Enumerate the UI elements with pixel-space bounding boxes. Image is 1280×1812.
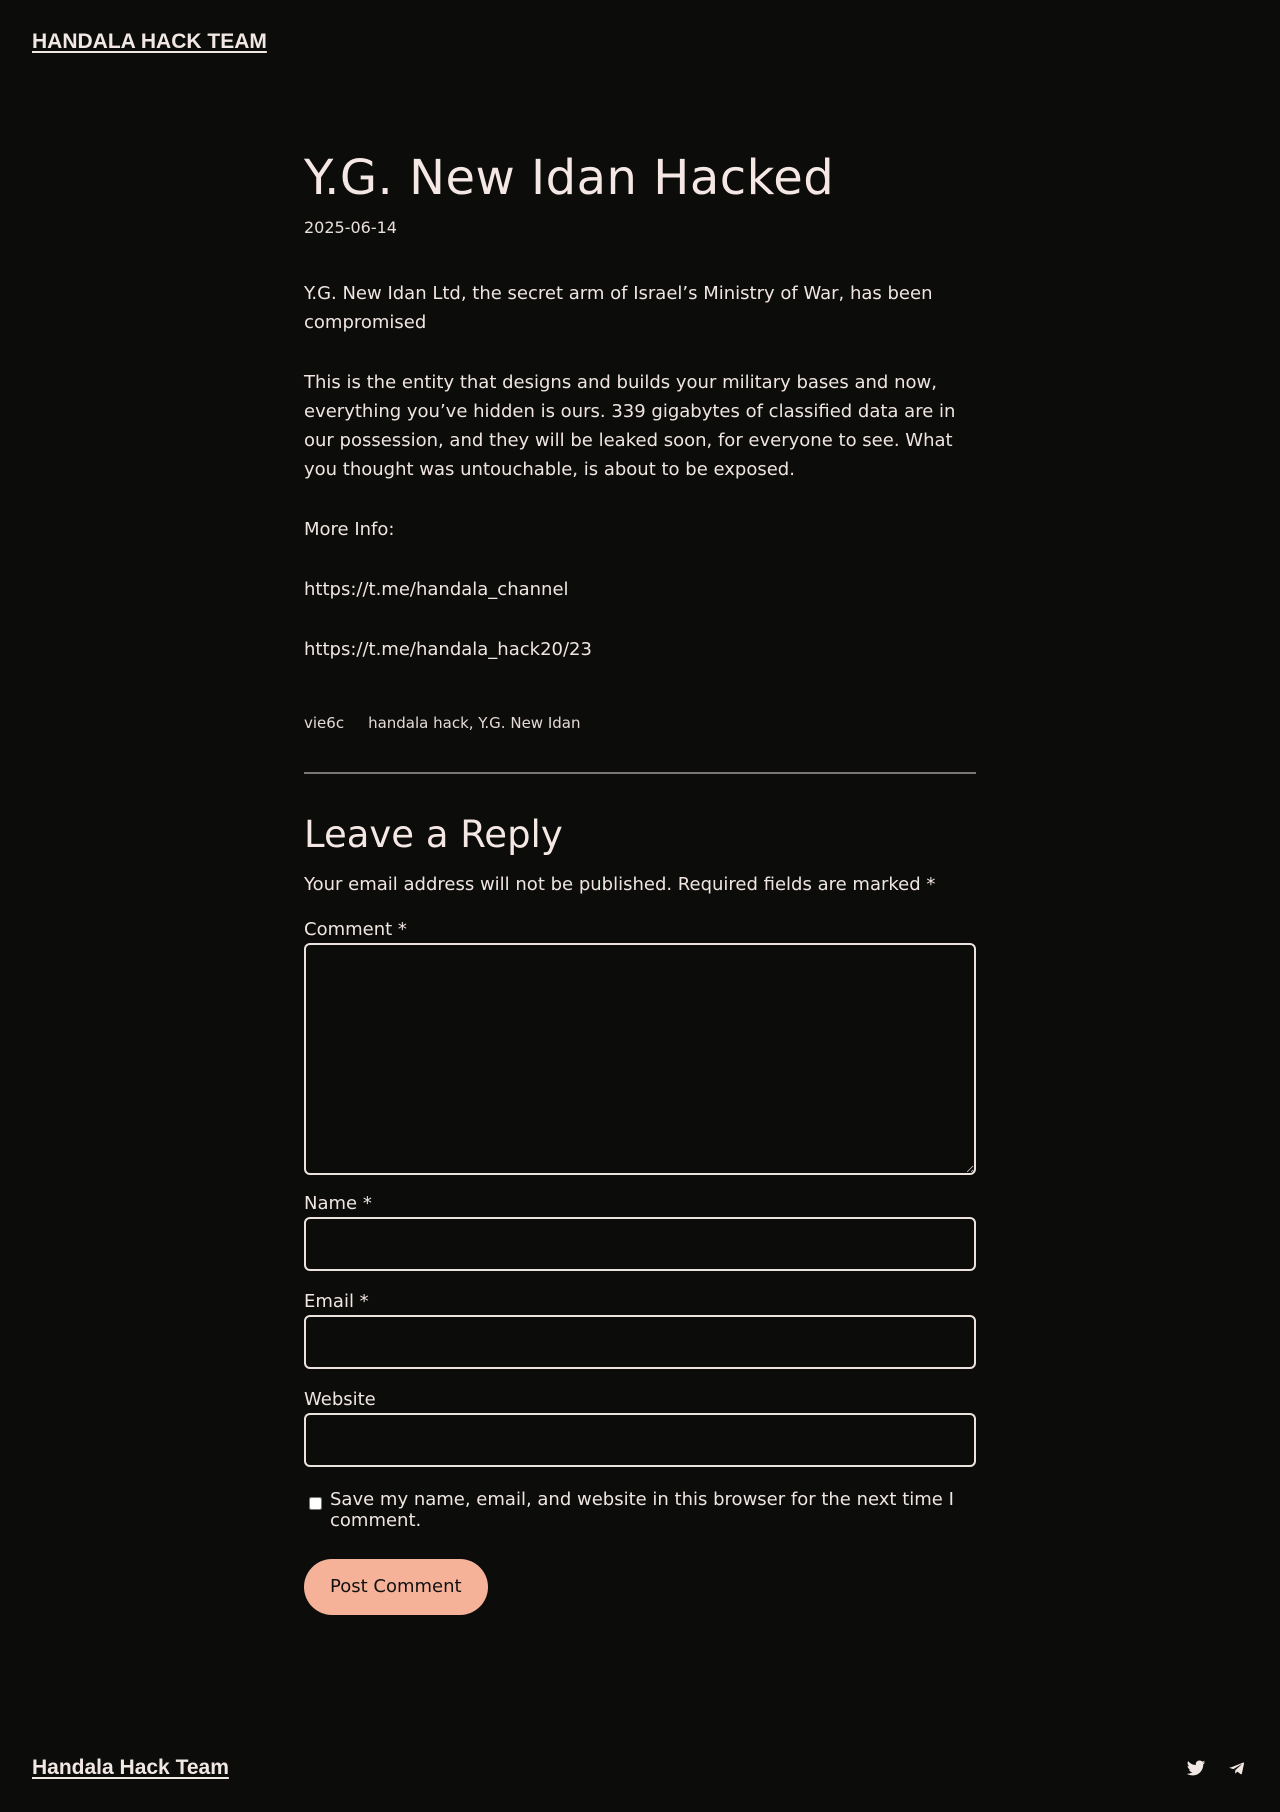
post-meta [304,714,976,732]
name-label: Name * [304,1193,372,1214]
paragraph: Y.G. New Idan Ltd, the secret arm of Israel’s Ministry of War, has been compromised [304,283,933,333]
site-title-link[interactable]: HANDALA HACK TEAM [32,30,267,53]
website-input[interactable] [304,1413,976,1467]
paragraph: More Info: [304,519,395,540]
post-content [304,279,976,664]
separator [304,772,976,774]
website-label: Website [304,1389,376,1410]
comment-textarea[interactable] [304,943,976,1175]
paragraph-link: https://t.me/handala_hack20/23 [304,639,592,660]
paragraph-link: https://t.me/handala_channel [304,579,569,600]
consent-label: Save my name, email, and website in this browser for the next time I comment. [330,1489,954,1531]
post-main [304,148,976,1615]
footer-site-title-link[interactable]: Handala Hack Team [32,1756,229,1779]
comment-label: Comment * [304,919,407,940]
name-input[interactable] [304,1217,976,1271]
consent-checkbox[interactable] [309,1497,322,1510]
email-label: Email * [304,1291,369,1312]
post-date[interactable]: 2025-06-14 [304,218,397,237]
post-title: Y.G. New Idan Hacked [304,150,835,206]
telegram-icon[interactable] [1228,1758,1248,1778]
consent-row [304,1489,976,1531]
reply-title: Leave a Reply [304,813,563,856]
post-author[interactable]: vie6c [304,714,345,732]
twitter-icon[interactable] [1186,1758,1206,1778]
email-input[interactable] [304,1315,976,1369]
post-tags[interactable]: handala hack, Y.G. New Idan [368,714,581,732]
social-links [1186,1758,1248,1778]
post-comment-button[interactable]: Post Comment [304,1559,488,1615]
email-notice: Your email address will not be published. Required fields are marked * [304,874,936,895]
paragraph: This is the entity that designs and builds your military bases and now, everything you’ve hidden is ours. 339 gigabytes of classified data are in our possession, and they will be leaked soon, for everyone to see. What you thought was untouchable, is about to be exposed. [304,372,956,480]
